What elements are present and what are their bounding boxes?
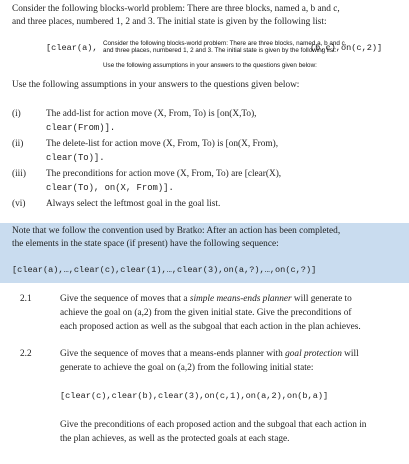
assumption-text: The preconditions for action move (X, From, To) are [clear(X), xyxy=(46,169,282,179)
question-2-1-line-3: each proposed action as well as the subgoal that each action in the plan achieves. xyxy=(60,322,361,332)
note-sequence: [clear(a),…,clear(c),clear(1),…,clear(3),on(a,?),…,on(c,?)] xyxy=(12,265,317,275)
initial-state-suffix: (b,c),on(c,2)] xyxy=(310,43,383,53)
question-2-1-line-1 xyxy=(60,293,352,306)
question-2-2-state: [clear(c),clear(b),clear(3),on(c,1),on(a,2),on(b,a)] xyxy=(60,391,329,401)
question-2-1-line-2: achieve the goal on (a,2) from the given initial state. Give the preconditions of xyxy=(60,308,352,318)
assumption-number: (ii) xyxy=(12,139,24,149)
intro-line-1: Consider the following blocks-world problem: There are three blocks, named a, b and c, xyxy=(12,4,340,14)
overlay-line-1: Consider the following blocks-world problem: There are three blocks, named a, b and c, xyxy=(103,40,347,47)
q22-emphasis: goal protection xyxy=(285,349,342,359)
q22-text-post: will xyxy=(341,349,359,359)
intro-line-2: and three places, numbered 1, 2 and 3. The initial state is given by the following list: xyxy=(12,17,327,27)
assumption-number: (vi) xyxy=(12,199,26,209)
assumption-text: The delete-list for action move (X, From, To) is [on(X, From), xyxy=(46,139,279,149)
question-2-2-line-4: the plan achieves, as well as the protected goals at each stage. xyxy=(60,434,290,444)
assumption-text: Always select the leftmost goal in the goal list. xyxy=(46,199,221,209)
q21-emphasis: simple means-ends planner xyxy=(189,294,292,304)
question-2-2-line-1 xyxy=(60,348,359,361)
question-number: 2.2 xyxy=(20,349,32,359)
assumption-number: (iii) xyxy=(12,169,26,179)
note-line-2: the elements in the state space (if present) have the following sequence: xyxy=(12,239,279,249)
assumption-number: (i) xyxy=(12,109,21,119)
assumption-text-cont: clear(To), on(X, From)]. xyxy=(46,183,174,193)
initial-state-prefix: [clear(a), xyxy=(46,43,98,53)
assumptions-intro: Use the following assumptions in your answers to the questions given below: xyxy=(12,80,300,90)
question-2-2-line-2: generate to achieve the goal on (a,2) from the following initial state: xyxy=(60,363,314,373)
q21-text-post: will generate to xyxy=(291,294,352,304)
overlay-line-3: Use the following assumptions in your answers to the questions given below: xyxy=(103,61,317,69)
note-line-1: Note that we follow the convention used by Bratko: After an action has been completed, xyxy=(12,226,341,236)
overlay-line-2: and three places, numbered 1, 2 and 3. The initial state is given by the following list: xyxy=(103,47,337,55)
assumption-text-cont: clear(To)]. xyxy=(46,153,105,163)
q22-text-pre: Give the sequence of moves that a means-ends planner with xyxy=(60,349,286,359)
question-2-2-line-3: Give the preconditions of each proposed action and the subgoal that each action in xyxy=(60,420,367,430)
question-number: 2.1 xyxy=(20,294,32,304)
assumption-text-cont: clear(From)]. xyxy=(46,123,116,133)
assumption-text: The add-list for action move (X, From, To) is [on(X,To), xyxy=(46,109,257,119)
overlapping-text-block xyxy=(103,40,403,69)
q21-text-pre: Give the sequence of moves that a xyxy=(60,294,190,304)
